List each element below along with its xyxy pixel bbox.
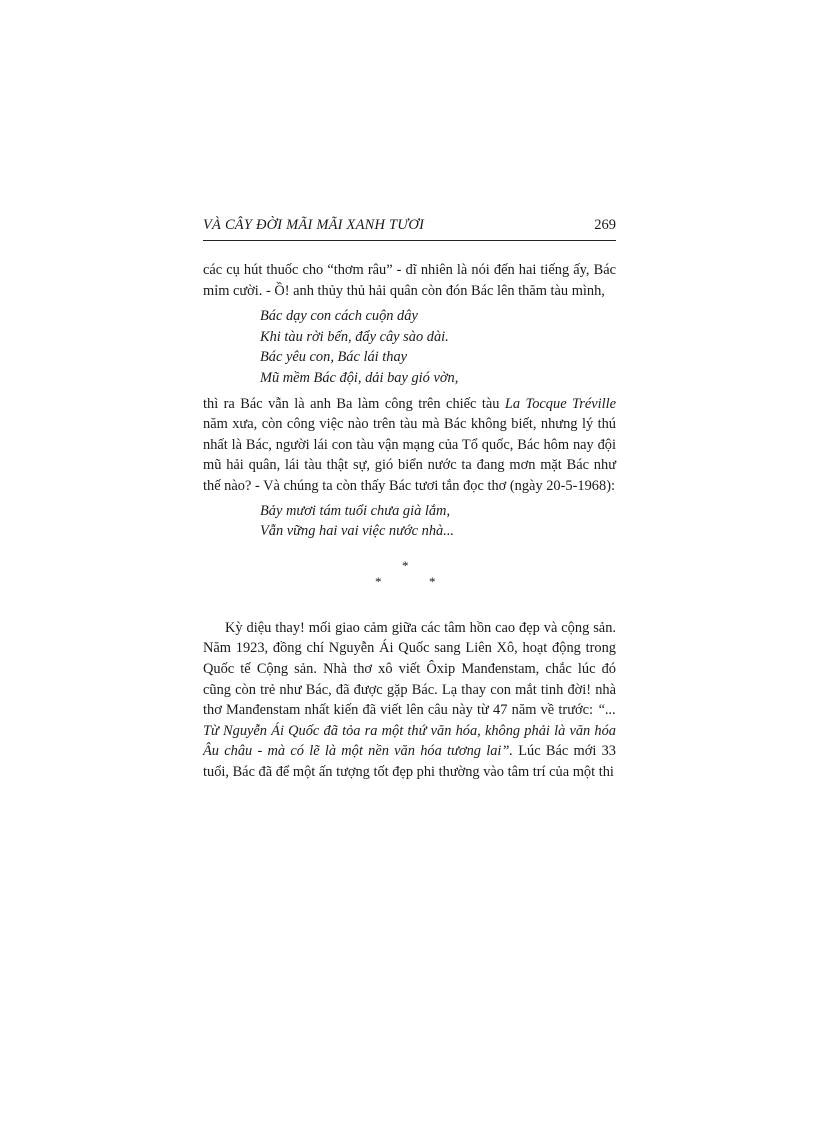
body-text bbox=[203, 260, 616, 782]
paragraph-3-text-a: Kỳ diệu thay! mối giao cảm giữa các tâm hồn cao đẹp và cộng sản. Năm 1923, đồng chí Nguyễn Ái Quốc sang Liên Xô, hoạt động trong Quốc tế Cộng sản. Nhà thơ xô viết Ôxip Manđenstam, chắc lúc đó cũng còn trẻ như Bác, đã được gặp Bác. Lạ thay con mắt tinh đời! nhà thơ Manđenstam nhất kiến đã viết lên câu này từ 47 năm về trước: bbox=[203, 619, 616, 719]
paragraph-3 bbox=[203, 618, 616, 783]
verse-1 bbox=[260, 306, 616, 388]
separator-star: * bbox=[375, 573, 382, 589]
running-header bbox=[203, 212, 616, 241]
verse-line: Khi tàu rời bến, đẩy cây sào dài. bbox=[260, 328, 449, 345]
verse-line: Mũ mềm Bác đội, dải bay gió vờn, bbox=[260, 369, 459, 386]
paragraph-2-text-b: năm xưa, còn công việc nào trên tàu mà Bác không biết, nhưng lý thú nhất là Bác, người lái con tàu vận mạng của Tổ quốc, Bác hôm nay đội mũ hải quân, lái tàu thật sự, gió biển nước ta đang mơn mặt Bác như thế nào? - Và chúng ta còn thấy Bác tươi tắn đọc thơ (ngày 20-5-1968): bbox=[203, 416, 616, 494]
ship-name: La Tocque Tréville bbox=[504, 395, 616, 412]
verse-line: Bác dạy con cách cuộn dây bbox=[260, 308, 418, 325]
paragraph-1: các cụ hút thuốc cho “thơm râu” - dĩ nhiên là nói đến hai tiếng ấy, Bác mỉm cười. - Ồ! anh thủy thủ hải quân còn đón Bác lên thăm tàu mình, bbox=[203, 262, 616, 299]
paragraph-2 bbox=[203, 394, 616, 497]
paragraph-2-text-a: thì ra Bác vẫn là anh Ba làm công trên chiếc tàu bbox=[203, 395, 505, 412]
verse-2 bbox=[260, 501, 616, 542]
verse-line: Bác yêu con, Bác lái thay bbox=[260, 349, 408, 366]
verse-line: Bảy mươi tám tuổi chưa già lắm, bbox=[260, 502, 451, 519]
separator-star: * bbox=[402, 557, 409, 573]
section-separator bbox=[203, 556, 616, 618]
separator-star: * bbox=[429, 573, 436, 589]
verse-line: Vẫn vững hai vai việc nước nhà... bbox=[260, 523, 455, 540]
book-page bbox=[203, 212, 616, 782]
page-number: 269 bbox=[594, 217, 616, 233]
chapter-title: VÀ CÂY ĐỜI MÃI MÃI XANH TƯƠI bbox=[203, 217, 425, 233]
quote: “... Từ Nguyễn Ái Quốc đã tỏa ra một thứ văn hóa, không phải là văn hóa Âu châu - mà có lẽ là một nền văn hóa tương lai”. bbox=[203, 702, 616, 760]
paragraph-3-text-b: Lúc Bác mới 33 tuổi, Bác đã để một ấn tượng tốt đẹp phi thường vào tâm trí của một thi bbox=[203, 743, 616, 780]
